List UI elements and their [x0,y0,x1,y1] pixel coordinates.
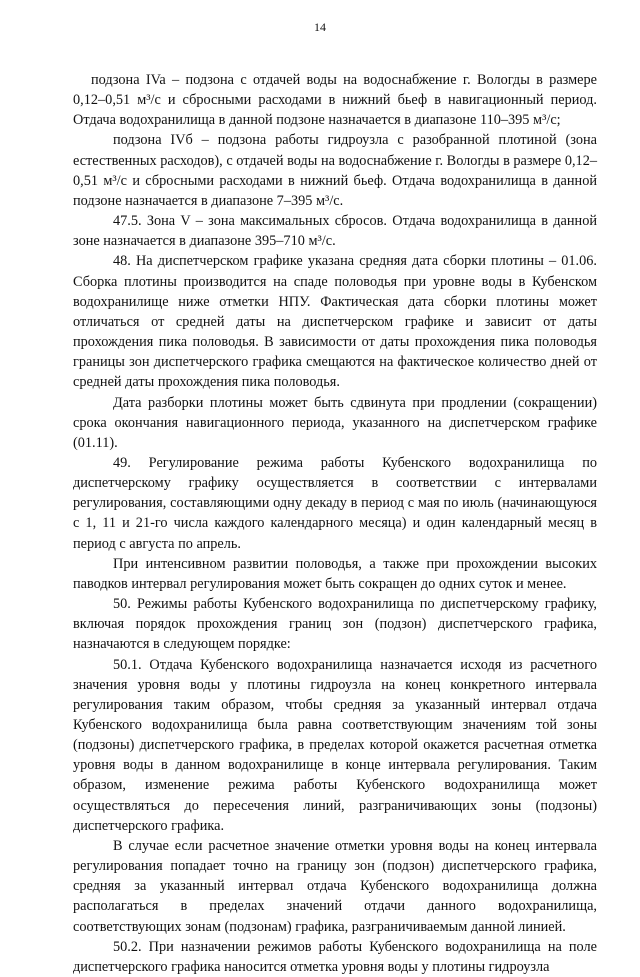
paragraph-50-1-boundary: В случае если расчетное значение отметки уровня воды на конец интервала регулирования попадает точно на границу зон (подзон) диспетчерского графика, средняя за указанный интервал отдача Кубенского водохранилища должна располагаться в пределах значений отдачи данного водохранилища, соответствующих зонам (подзонам) графика, разграничиваемым данной линией. [73,837,597,935]
paragraph-subzone-4b: подзона IVб – подзона работы гидроузла с разобранной плотиной (зона естественных расходов), с отдачей воды на водоснабжение г. Вологды в размере 0,12–0,51 м³/с и сбросными расходами в нижний бьеф. Отдача водохранилища в данной подзоне назначается в диапазоне 7–395 м³/с. [73,132,597,209]
paragraph-50: 50. Режимы работы Кубенского водохранилища по диспетчерскому графику, включая порядок прохождения границ зон (подзон) диспетчерского графика, назначаются в следующем порядке: [73,596,597,653]
paragraph-50-2: 50.2. При назначении режимов работы Кубенского водохранилища на поле диспетчерского графика наносится отметка уровня воды у плотины гидроузла [73,938,597,975]
paragraph-48-dismantling: Дата разборки плотины может быть сдвинута при продлении (сокращении) срока окончания навигационного периода, указанного на диспетчерском графике (01.11). [73,394,597,451]
page-body [73,70,597,977]
paragraph-47-5: 47.5. Зона V – зона максимальных сбросов. Отдача водохранилища в данной зоне назначается в диапазоне 395–710 м³/с. [73,213,597,250]
paragraph-49: 49. Регулирование режима работы Кубенского водохранилища по диспетчерскому графику осуществляется в соответствии с интервалами регулирования, составляющими одну декаду в период с мая по июль (начинающуюся с 1, 11 и 21-го числа каждого календарного месяца) и один календарный месяц в период с августа по апрель. [73,454,597,552]
paragraph-48: 48. На диспетчерском графике указана средняя дата сборки плотины – 01.06. Сборка плотины производится на спаде половодья при уровне воды в Кубенском водохранилище ниже отметки НПУ. Фактическая дата сборки плотины может отличаться от средней даты на диспетчерском графике и зависит от даты прохождения пика половодья. В зависимости от даты прохождения пика половодья границы зон диспетчерского графика смещаются на фактическое количество дней от средней даты прохождения пика половодья. [73,253,597,391]
paragraph-49-flood: При интенсивном развитии половодья, а также при прохождении высоких паводков интервал регулирования может быть сокращен до одних суток и менее. [73,555,597,592]
page-number: 14 [314,20,326,34]
paragraph-subzone-4a: подзона IVa – подзона с отдачей воды на водоснабжение г. Вологды в размере 0,12–0,51 м³/с и сбросными расходами в нижний бьеф в навигационный период. Отдача водохранилища в данной подзоне назначается в диапазоне 110–395 м³/с; [73,72,597,129]
paragraph-50-1: 50.1. Отдача Кубенского водохранилища назначается исходя из расчетного значения уровня воды у плотины гидроузла на конец конкретного интервала регулирования таким образом, чтобы средняя за указанный интервал отдача Кубенского водохранилища была равна соответствующим значениям той зоны (подзоны) диспетчерского графика, в пределах которой окажется расчетная отметка уровня воды в данном водохранилище в конце интервала регулирования. Таким образом, изменение режима работы Кубенского водохранилища может осуществляться до пересечения линий, разграничивающих зоны (подзоны) диспетчерского графика. [73,656,597,834]
